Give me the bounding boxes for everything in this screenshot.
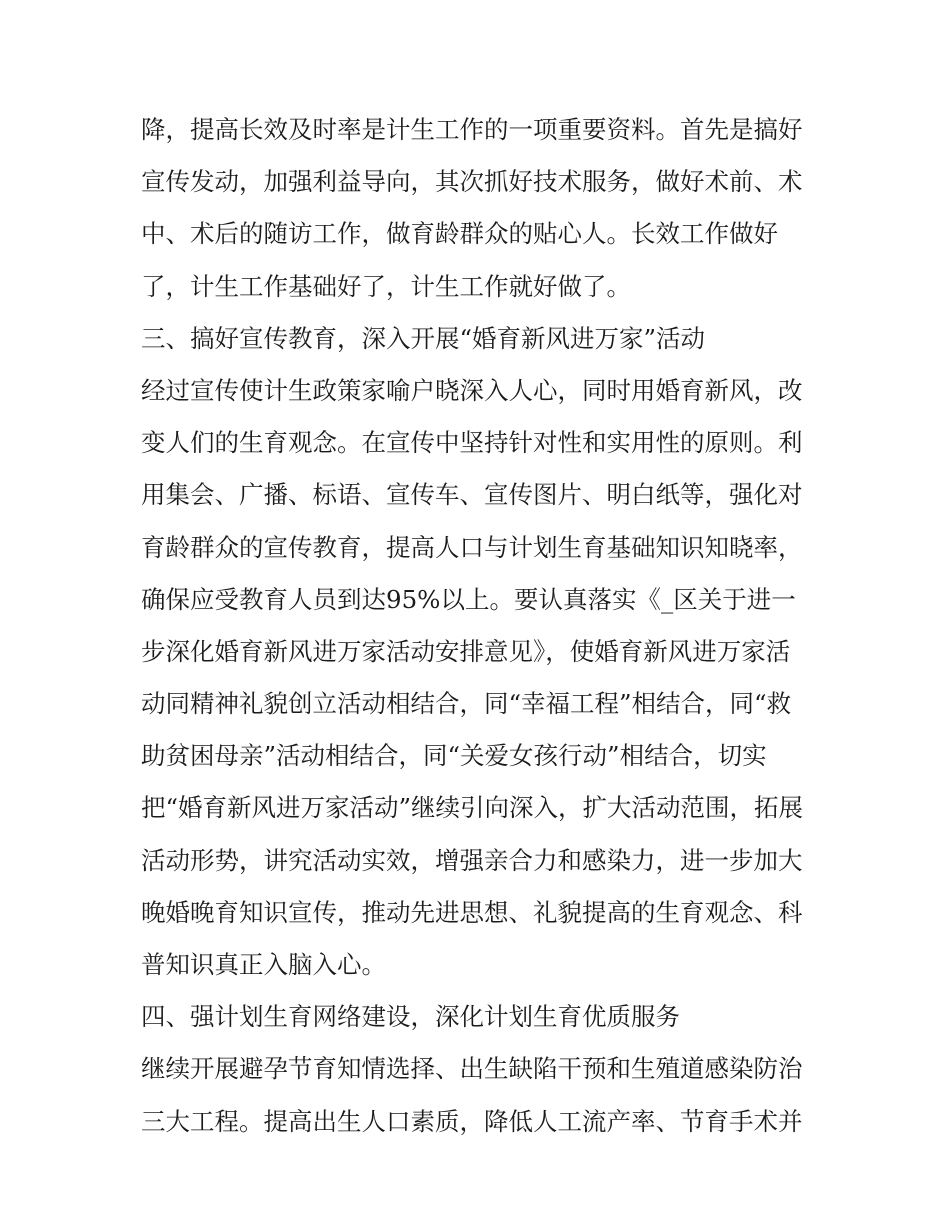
body-text-line: 把“婚育新风进万家活动”继续引向深入，扩大活动范围，拓展 bbox=[141, 793, 804, 823]
document-body bbox=[141, 104, 821, 1148]
body-text-line: 三大工程。提高出生人口素质，降低人工流产率、节育手术并 bbox=[141, 1106, 803, 1136]
body-text-line: 晚婚晚育知识宣传，推动先进思想、礼貌提高的生育观念、科 bbox=[141, 897, 803, 927]
body-text-line: 继续开展避孕节育知情选择、出生缺陷干预和生殖道感染防治 bbox=[141, 1054, 803, 1084]
body-text-line: 了，计生工作基础好了，计生工作就好做了。 bbox=[141, 271, 631, 301]
section-heading-4: 四、强计划生育网络建设，深化计划生育优质服务 bbox=[141, 1002, 680, 1032]
body-text-line: 变人们的生育观念。在宣传中坚持针对性和实用性的原则。利 bbox=[141, 428, 803, 458]
body-text-line: 经过宣传使计生政策家喻户晓深入人心，同时用婚育新风，改 bbox=[141, 375, 803, 405]
body-text-line: 宣传发动，加强利益导向，其次抓好技术服务，做好术前、术 bbox=[141, 167, 803, 197]
body-text-line: 活动形势，讲究活动实效，增强亲合力和感染力，进一步加大 bbox=[141, 845, 803, 875]
section-heading-3: 三、搞好宣传教育，深入开展“婚育新风进万家”活动 bbox=[141, 323, 706, 353]
body-text-line: 中、术后的随访工作，做育龄群众的贴心人。长效工作做好 bbox=[141, 219, 778, 249]
body-text-line: 普知识真正入脑入心。 bbox=[141, 950, 386, 979]
body-text-line: 步深化婚育新风进万家活动安排意见》，使婚育新风进万家活 bbox=[141, 636, 791, 666]
body-text-line: 降，提高长效及时率是计生工作的一项重要资料。首先是搞好 bbox=[141, 115, 803, 144]
body-text-line: 育龄群众的宣传教育，提高人口与计划生育基础知识知晓率， bbox=[141, 532, 803, 562]
body-text-line: 用集会、广播、标语、宣传车、宣传图片、明白纸等，强化对 bbox=[141, 480, 803, 510]
body-text-line: 确保应受教育人员到达95%以上。要认真落实《_区关于进一 bbox=[141, 584, 796, 614]
body-text-line: 动同精神礼貌创立活动相结合，同“幸福工程”相结合，同“救 bbox=[141, 689, 792, 719]
body-text-line: 助贫困母亲”活动相结合，同“关爱女孩行动”相结合，切实 bbox=[141, 741, 767, 771]
